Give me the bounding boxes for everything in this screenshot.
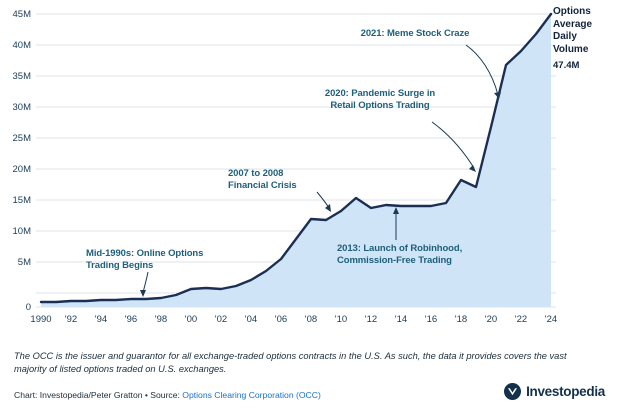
svg-text:'06: '06	[274, 314, 288, 325]
brand-name: Investopedia	[526, 384, 605, 399]
annotation-robinhood-line2: Commission-Free Trading	[337, 254, 452, 266]
source-link[interactable]: Options Clearing Corporation (OCC)	[182, 390, 321, 400]
svg-text:'10: '10	[334, 314, 348, 325]
annotation-robinhood	[337, 243, 507, 266]
end-label-line3: Daily	[553, 31, 577, 42]
svg-text:0: 0	[25, 302, 31, 313]
svg-text:'08: '08	[304, 314, 318, 325]
end-label-line4: Volume	[553, 43, 589, 55]
chart-credit	[14, 390, 321, 400]
annotation-mid-1990s-line2: Trading Begins	[86, 259, 154, 271]
end-label-line2: Average	[553, 18, 593, 30]
credit-prefix: Chart: Investopedia/Peter Gratton • Source:	[14, 390, 183, 400]
annotation-meme-stock	[330, 28, 500, 40]
svg-text:35M: 35M	[12, 71, 31, 82]
brand-logo	[504, 383, 605, 400]
svg-text:'92: '92	[64, 314, 78, 325]
y-axis-ticks	[13, 9, 32, 313]
annotation-pandemic-line2: Retail Options Trading	[330, 99, 430, 111]
series-end-label	[553, 6, 615, 72]
svg-text:'14: '14	[394, 314, 408, 325]
svg-text:15M: 15M	[12, 195, 31, 206]
svg-text:'98: '98	[154, 314, 168, 325]
end-label-line1: Options	[553, 6, 591, 17]
svg-text:'96: '96	[124, 314, 138, 325]
svg-text:5M: 5M	[17, 257, 31, 268]
arrow-meme	[466, 45, 498, 95]
svg-text:'00: '00	[184, 314, 198, 325]
svg-text:'18: '18	[454, 314, 468, 325]
svg-text:'12: '12	[364, 314, 378, 325]
annotation-pandemic-line1: 2020: Pandemic Surge in	[324, 88, 436, 99]
svg-text:'22: '22	[514, 314, 528, 325]
end-label-value: 47.4M	[553, 60, 580, 71]
footnote-text: The OCC is the issuer and guarantor for all exchange-traded options contracts in the U.S. As such, the data it provides covers the vast majority of listed options traded on U.S. exchanges.	[14, 351, 567, 375]
arrow-pandemic	[432, 122, 474, 168]
annotation-crisis-line2: Financial Crisis	[228, 179, 297, 191]
svg-text:10M: 10M	[12, 226, 31, 237]
annotation-crisis-line1: 2007 to 2008	[228, 168, 284, 179]
annotation-financial-crisis	[228, 168, 348, 191]
annotation-robinhood-line1: 2013: Launch of Robinhood,	[337, 243, 463, 254]
svg-text:'04: '04	[244, 314, 258, 325]
annotation-mid-1990s	[86, 248, 226, 271]
svg-text:45M: 45M	[12, 9, 31, 20]
svg-text:'24: '24	[544, 314, 558, 325]
investopedia-mark-icon	[504, 383, 521, 400]
arrow-mid-1990s	[143, 272, 148, 293]
svg-text:'20: '20	[484, 314, 498, 325]
svg-text:25M: 25M	[12, 133, 31, 144]
annotation-meme-line1: 2021: Meme Stock Craze	[360, 28, 470, 39]
annotation-pandemic	[300, 88, 460, 111]
svg-text:'02: '02	[214, 314, 228, 325]
svg-text:40M: 40M	[12, 40, 31, 51]
footer-divider	[0, 338, 619, 339]
annotation-mid-1990s-line1: Mid-1990s: Online Options	[86, 248, 204, 259]
svg-text:1990: 1990	[30, 314, 52, 325]
svg-text:20M: 20M	[12, 164, 31, 175]
svg-text:30M: 30M	[12, 102, 31, 113]
svg-text:'16: '16	[424, 314, 438, 325]
x-axis-ticks	[30, 314, 557, 325]
svg-text:'94: '94	[94, 314, 108, 325]
